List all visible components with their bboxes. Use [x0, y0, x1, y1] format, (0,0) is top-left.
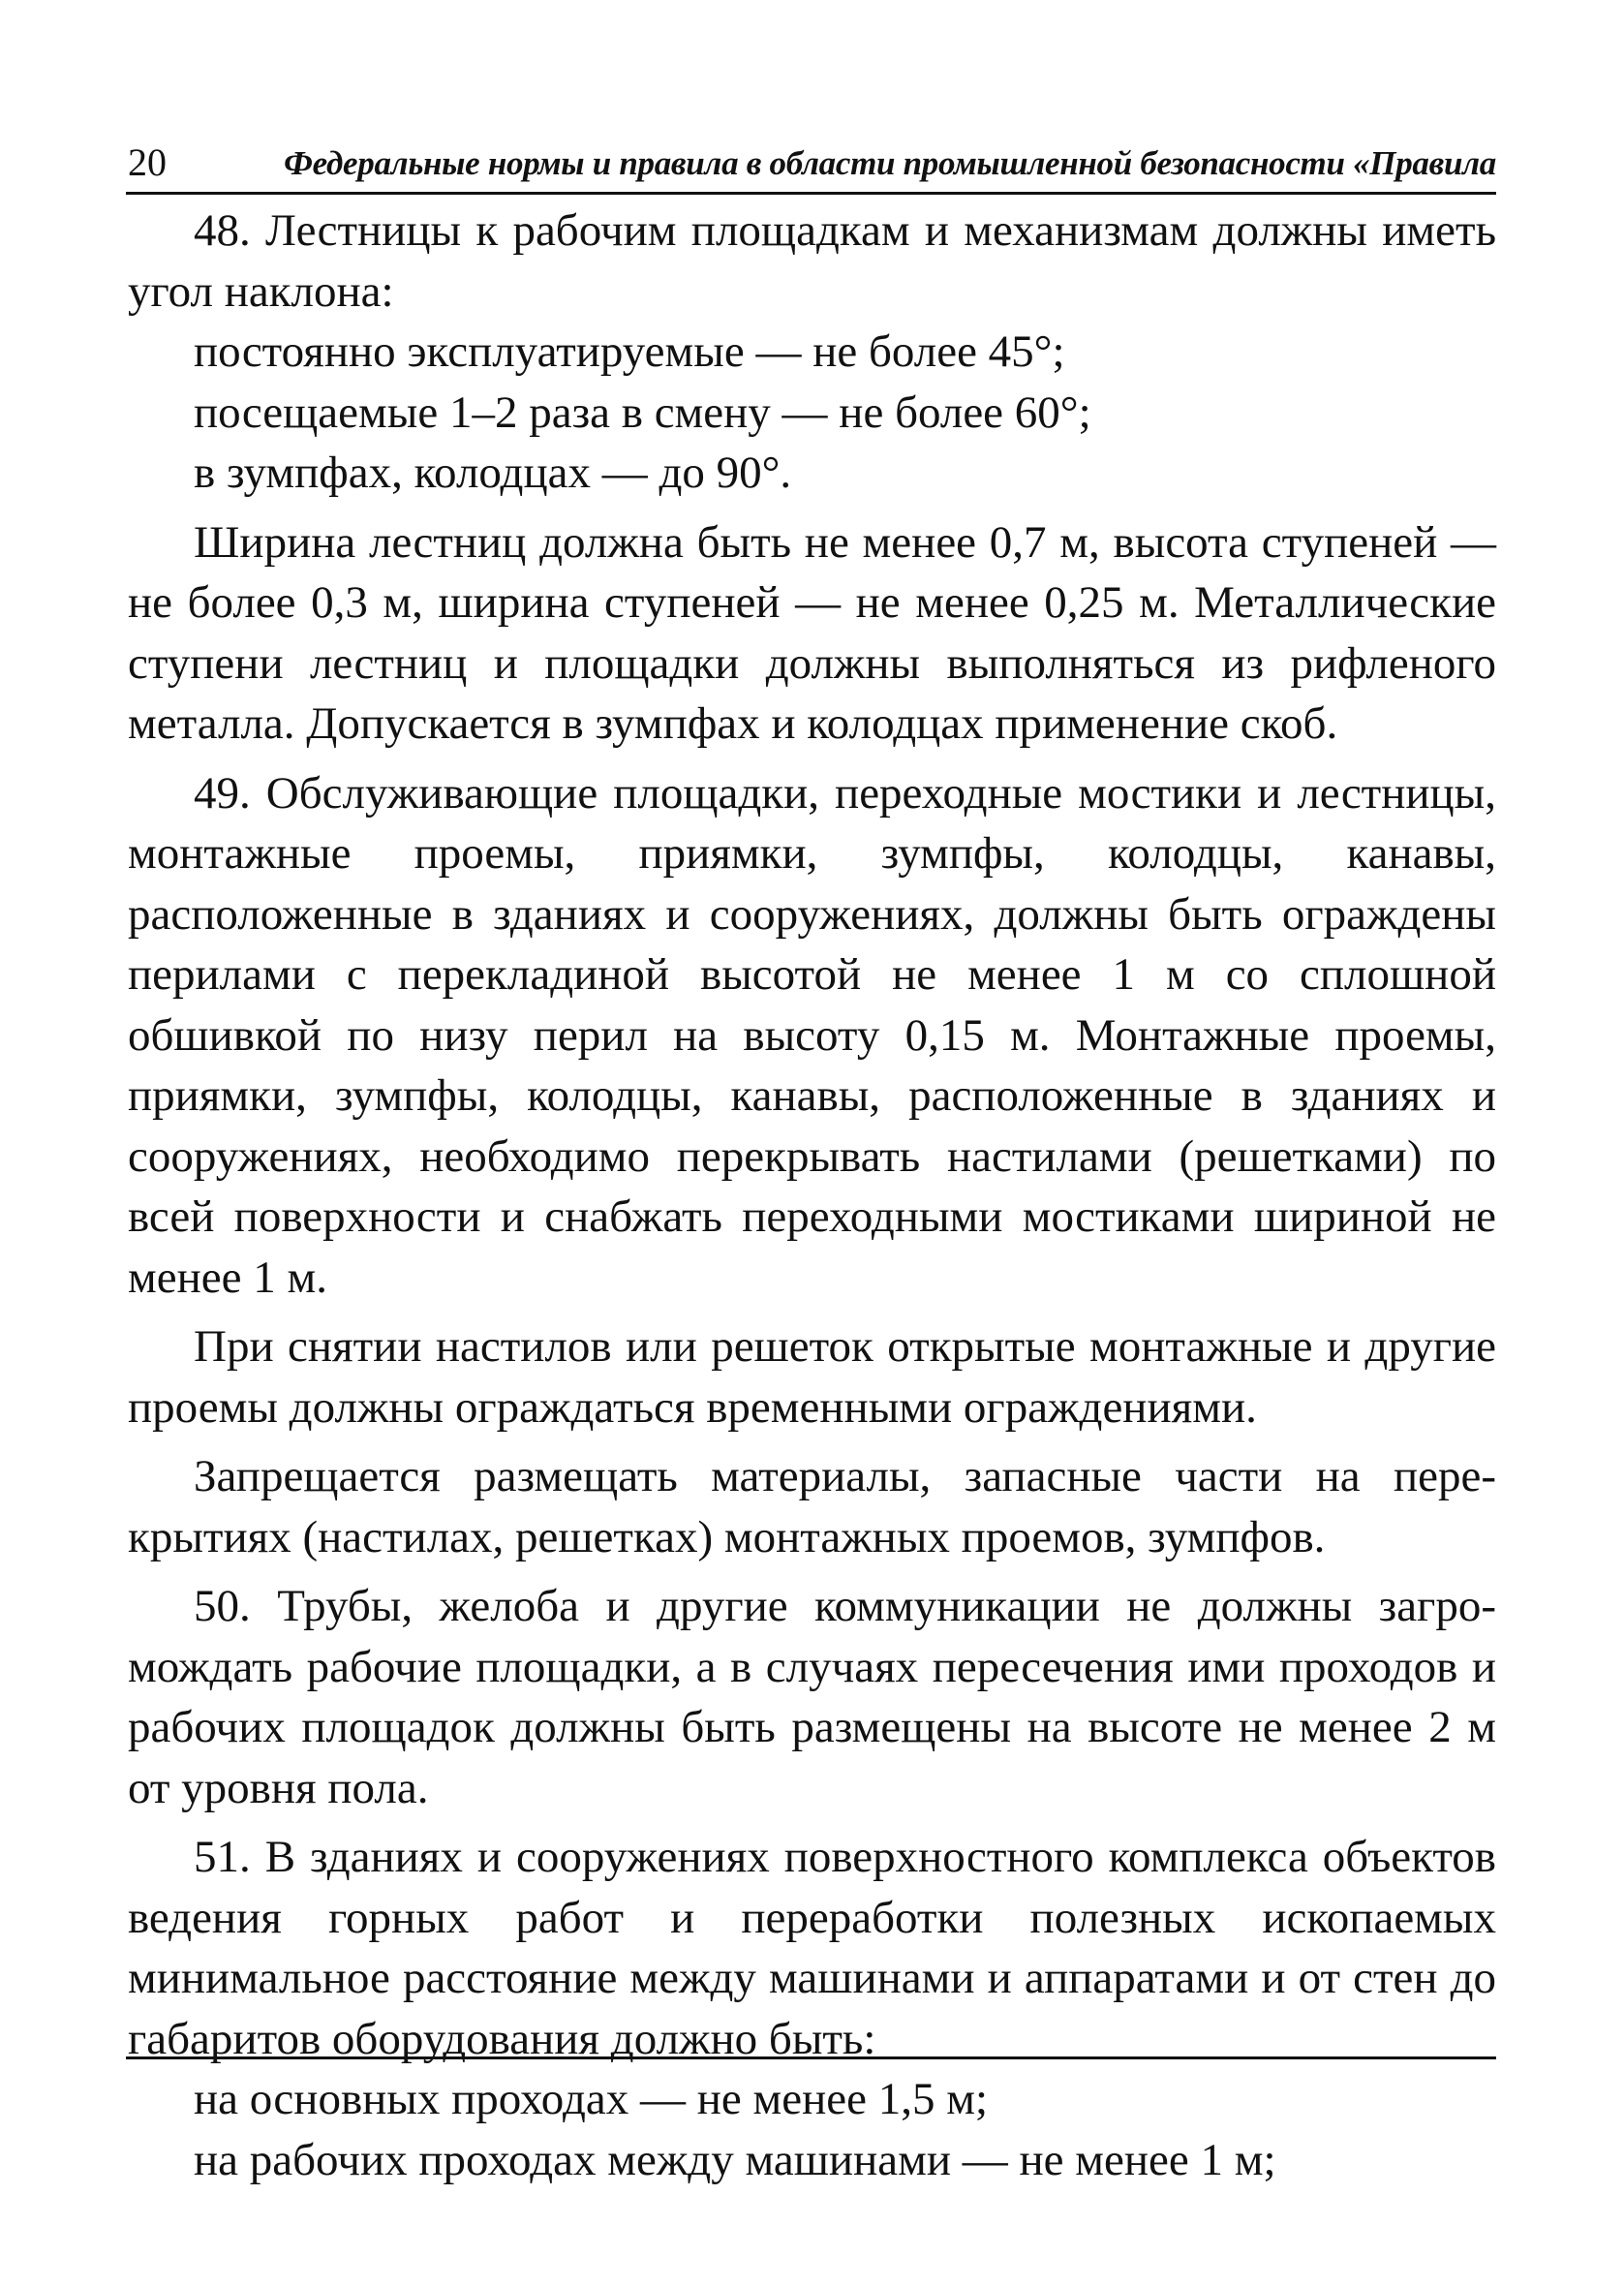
page-number: 20 — [128, 140, 167, 184]
paragraph-storage-prohibited: Запрещается размещать материалы, запасные части на перекрытиях (настилах, решетках) монтажных проемов, зумпфов. — [128, 1451, 1496, 1562]
body-text — [128, 201, 1496, 2190]
paragraph-stair-width: Ширина лестниц должна быть не менее 0,7 м, высота ступеней — не более 0,3 м, ширина ступеней — не менее 0,25 м. Металлические ступени лестниц и площадки должны выполняться из рифленого металла. Допускается в зумпфах и колодцах применение скоб. — [128, 516, 1496, 749]
paragraph-item-48: 48. Лестницы к рабочим площадкам и механизмам должны иметь угол наклона: — [128, 205, 1496, 317]
paragraph-item-49: 49. Обслуживающие площадки, переходные мостики и лестницы, монтажные проемы, приямки, зумпфы, колодцы, канавы, расположенные в зданиях и сооружениях, должны быть ограждены перилами с перекладиной высотой не менее 1 м со сплошной обшивкой по низу перил на высоту 0,15 м. Монтажные проемы, приямки, зумпфы, колодцы, канавы, расположенные в зданиях и сооружениях, необходимо перекрывать настилами (решетками) по всей поверхности и снабжать переходными мостиками шириной не менее 1 м. — [128, 767, 1496, 1303]
list-item-per-shift: посещаемые 1–2 раза в смену — не более 60°; — [194, 386, 1091, 438]
list-item-sumps-wells: в зумпфах, колодцах — до 90°. — [194, 448, 792, 498]
page-header — [126, 136, 1496, 195]
paragraph-item-51: 51. В зданиях и сооружениях поверхностного комплекса объектов ведения горных работ и переработки полезных ископаемых минимальное расстояние между машинами и аппаратами и от стен до габаритов оборудования должно быть: — [128, 1832, 1496, 2064]
paragraph-removing-decking: При снятии настилов или решеток открытые монтажные и другие проемы должны ограждаться временными ограждениями. — [128, 1321, 1496, 1433]
list-item-working-passages: на рабочих проходах между машинами — не менее 1 м; — [194, 2134, 1276, 2185]
list-item-main-passages: на основных проходах — не менее 1,5 м; — [194, 2074, 989, 2124]
running-title: Федеральные нормы и правила в области промышленной безопасности «Правила — [284, 144, 1496, 182]
bottom-rule — [126, 2056, 1496, 2059]
paragraph-item-50: 50. Трубы, желоба и другие коммуникации не должны загромождать рабочие площадки, а в случаях пересечения ими проходов и рабочих площадок должны быть размещены на высоте не менее 2 м от уровня пола. — [128, 1581, 1496, 1813]
list-item-constant-use: постоянно эксплуатируемые — не более 45°; — [194, 326, 1065, 377]
